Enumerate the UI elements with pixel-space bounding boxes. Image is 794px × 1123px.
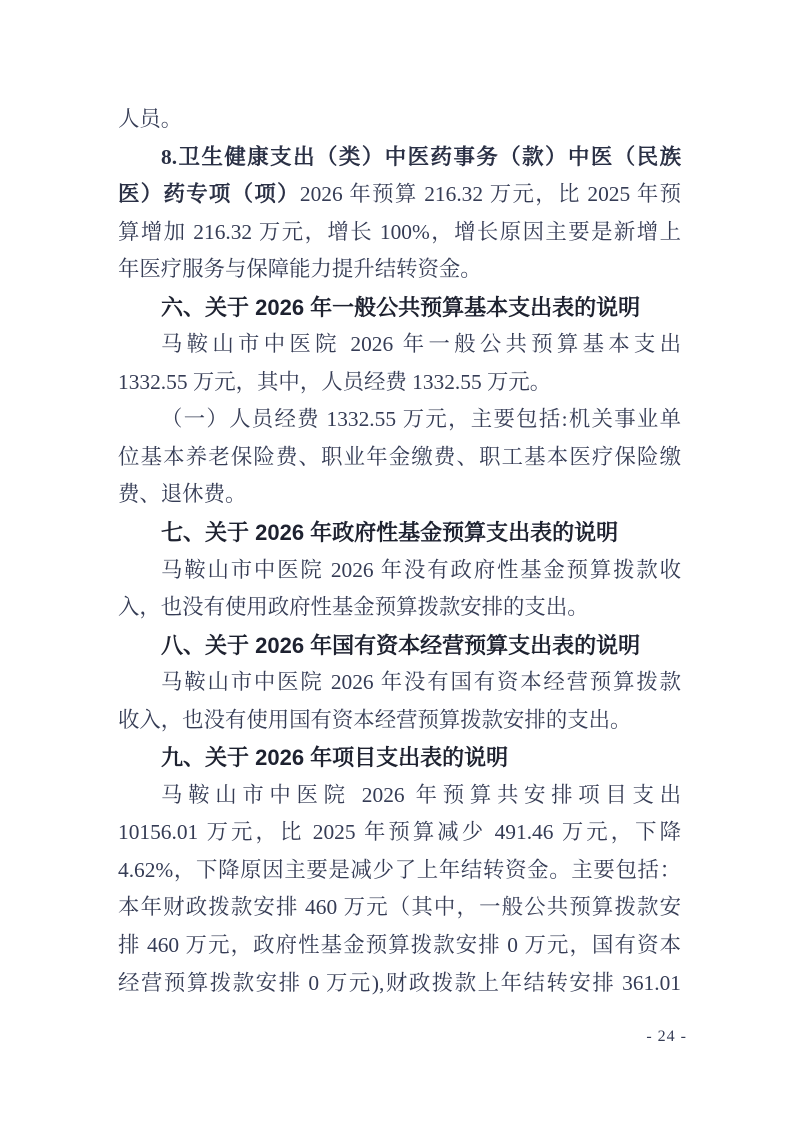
text-segment: 马鞍山市中医院 2026 年预算共安排项目支出 [161,782,681,807]
bold-text-segment: 8.卫生健康支出（类）中医药事务（款）中医（民族 [161,144,681,169]
text-segment: 经营预算拨款安排 0 万元),财政拨款上年结转安排 361.01 [118,970,681,995]
paragraph-line [118,439,681,477]
paragraph-line [118,176,681,214]
text-segment: 算增加 216.32 万元，增长 100%，增长原因主要是新增上 [118,219,681,244]
page-body-text [118,101,681,1002]
paragraph-line [118,589,681,627]
bold-text-segment: 医）药专项（项） [118,182,300,207]
text-segment: 10156.01 万元，比 2025 年预算减少 491.46 万元，下降 [118,820,681,845]
paragraph-line [118,326,681,364]
paragraph-line [118,139,681,177]
paragraph-line [118,852,681,890]
text-segment: 马鞍山市中医院 2026 年一般公共预算基本支出 [161,332,681,357]
paragraph-line [118,476,681,514]
page-number: - 24 - [646,1028,687,1045]
text-segment: 马鞍山市中医院 2026 年没有政府性基金预算拨款收 [161,557,681,582]
paragraph-line [118,251,681,289]
text-segment: 费、退休费。 [118,482,247,507]
section-heading [118,739,681,777]
paragraph-line [118,814,681,852]
text-segment: 年医疗服务与保障能力提升结转资金。 [118,257,482,282]
paragraph-line [118,927,681,965]
paragraph-line [118,364,681,402]
text-segment: 排 460 万元，政府性基金预算拨款安排 0 万元，国有资本 [118,933,681,958]
paragraph-line [118,965,681,1003]
text-segment: （一）人员经费 1332.55 万元，主要包括:机关事业单 [161,407,681,432]
paragraph-line [118,777,681,815]
section-heading [118,289,681,327]
heading-text: 八、关于 2026 年国有资本经营预算支出表的说明 [161,632,641,658]
text-segment: 本年财政拨款安排 460 万元（其中，一般公共预算拨款安 [118,895,681,920]
text-segment: 入，也没有使用政府性基金预算拨款安排的支出。 [118,595,589,620]
section-heading [118,514,681,552]
text-segment: 马鞍山市中医院 2026 年没有国有资本经营预算拨款 [161,670,681,695]
paragraph-line [118,401,681,439]
heading-text: 六、关于 2026 年一般公共预算基本支出表的说明 [161,294,641,320]
text-segment: 4.62%，下降原因主要是减少了上年结转资金。主要包括： [118,857,681,882]
section-heading [118,627,681,665]
heading-text: 七、关于 2026 年政府性基金预算支出表的说明 [161,520,619,546]
paragraph-line [118,214,681,252]
text-segment: 2026 年预算 216.32 万元，比 2025 年预 [299,182,681,207]
text-segment: 人员。 [118,107,183,131]
paragraph-line [118,702,681,740]
paragraph-line [118,552,681,590]
heading-text: 九、关于 2026 年项目支出表的说明 [161,745,509,771]
text-segment: 位基本养老保险费、职业年金缴费、职工基本医疗保险缴 [118,444,681,469]
text-segment: 收入，也没有使用国有资本经营预算拨款安排的支出。 [118,707,632,732]
paragraph-line [118,889,681,927]
paragraph-line [118,101,681,139]
text-segment: 1332.55 万元，其中，人员经费 1332.55 万元。 [118,369,552,394]
paragraph-line [118,664,681,702]
